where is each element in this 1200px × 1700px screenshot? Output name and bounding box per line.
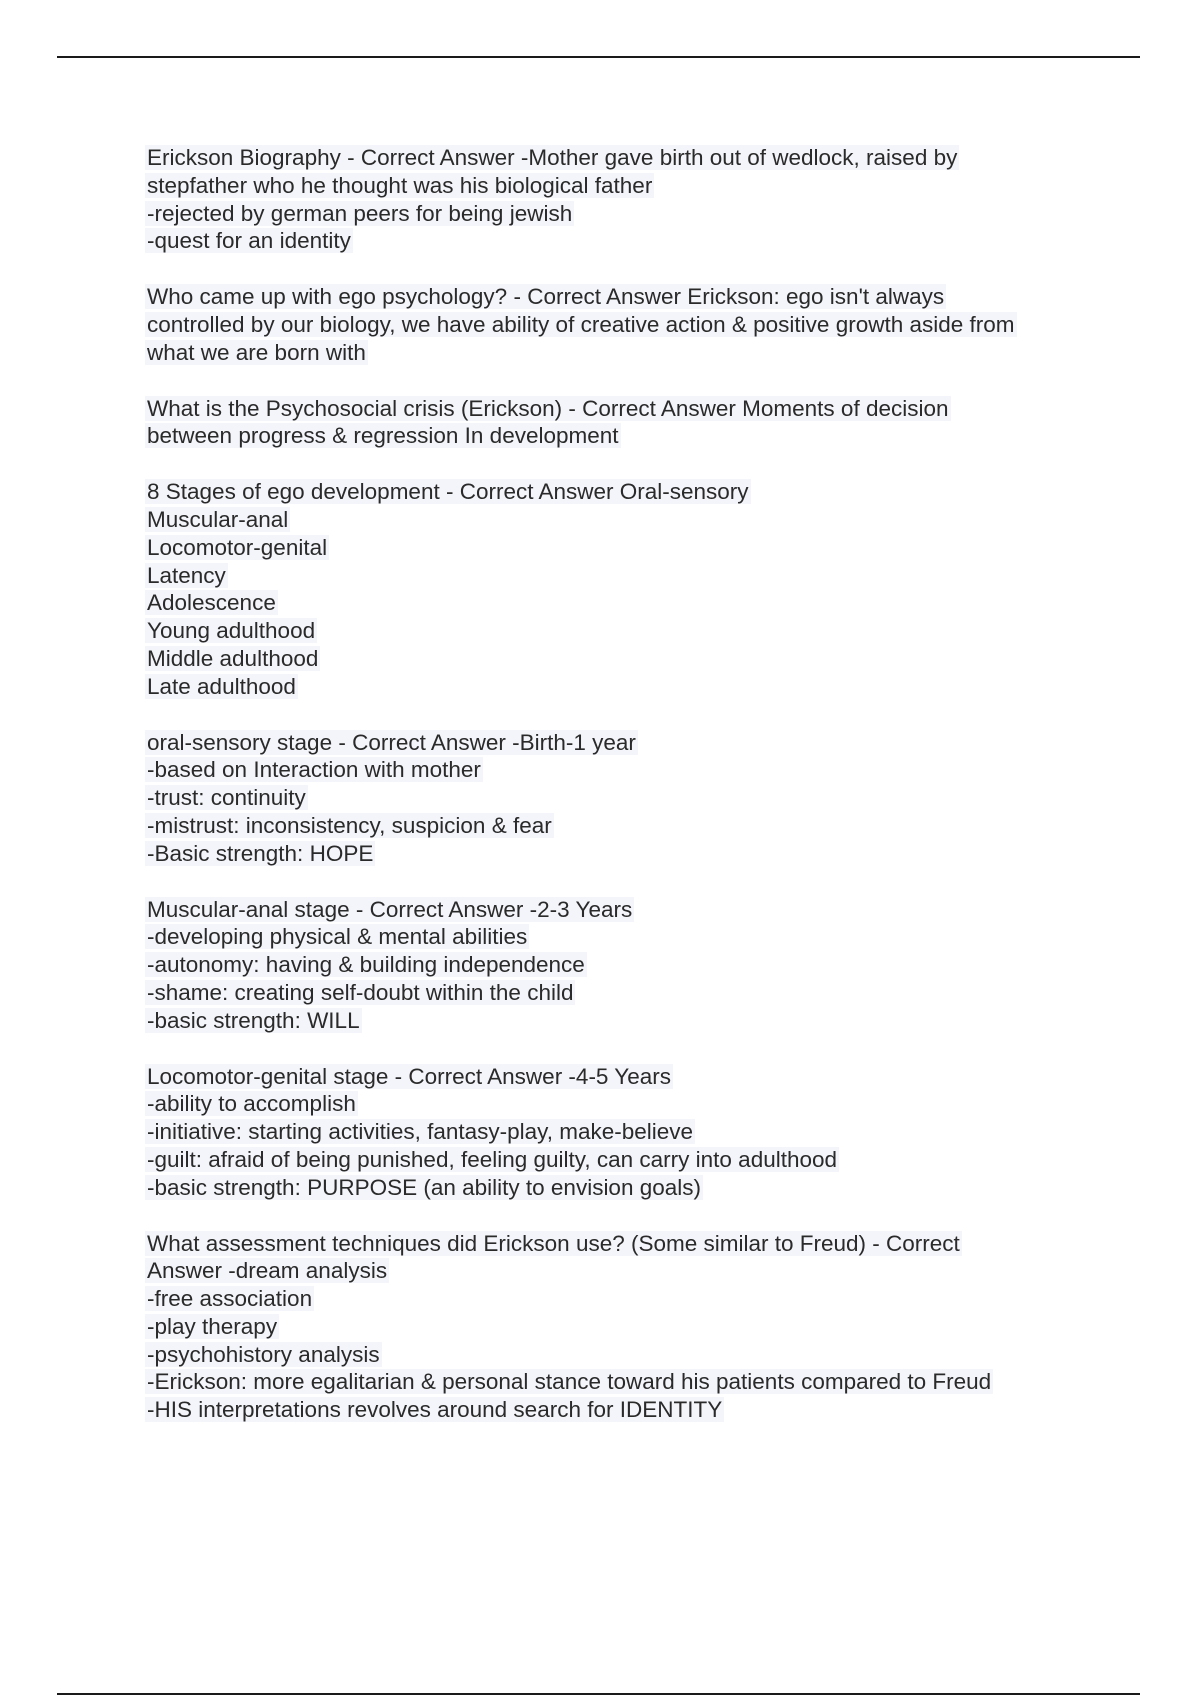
text-line: -Erickson: more egalitarian & personal stance toward his patients compared to Freud (147, 1369, 992, 1395)
text-line: -Basic strength: HOPE (147, 840, 374, 866)
qa-card-ego-psychology (145, 283, 1090, 366)
text-line: Middle adulthood (147, 645, 319, 671)
text-line: Adolescence (147, 590, 276, 616)
text-line: -rejected by german peers for being jewish (147, 200, 573, 226)
text-line: Latency (147, 562, 226, 588)
text-line: -play therapy (147, 1313, 278, 1339)
bottom-rule (57, 1693, 1140, 1695)
qa-card-eight-stages (145, 478, 1090, 700)
text-line: Answer -dream analysis (147, 1258, 388, 1284)
text-line: -basic strength: WILL (147, 1007, 360, 1033)
document-body (145, 144, 1090, 1452)
qa-card-erickson-biography (145, 144, 1090, 255)
text-line: -initiative: starting activities, fantasy-play, make-believe (147, 1119, 694, 1145)
text-line: between progress & regression In development (147, 423, 619, 449)
text-line: Young adulthood (147, 618, 316, 644)
text-line: What is the Psychosocial crisis (Erickson) - Correct Answer Moments of decision (147, 395, 949, 421)
text-line: oral-sensory stage - Correct Answer -Birth-1 year (147, 729, 636, 755)
text-line: what we are born with (147, 339, 366, 365)
text-line: Muscular-anal (147, 506, 289, 532)
text-line: Locomotor-genital stage - Correct Answer -4-5 Years (147, 1063, 672, 1089)
text-line: Erickson Biography - Correct Answer -Mother gave birth out of wedlock, raised by (147, 145, 958, 170)
text-line: -mistrust: inconsistency, suspicion & fear (147, 812, 552, 838)
text-line: -shame: creating self-doubt within the child (147, 979, 574, 1005)
qa-card-psychosocial-crisis (145, 395, 1090, 451)
top-rule (57, 56, 1140, 58)
text-line: -autonomy: having & building independence (147, 952, 585, 978)
text-line: -quest for an identity (147, 228, 351, 254)
text-line: -free association (147, 1286, 313, 1312)
text-line: -HIS interpretations revolves around search for IDENTITY (147, 1397, 723, 1423)
text-line: Late adulthood (147, 673, 296, 699)
qa-card-locomotor-genital (145, 1063, 1090, 1202)
text-line: -basic strength: PURPOSE (an ability to envision goals) (147, 1174, 701, 1200)
text-line: Who came up with ego psychology? - Correct Answer Erickson: ego isn't always (147, 284, 945, 310)
text-line: -trust: continuity (147, 785, 306, 811)
text-line: -guilt: afraid of being punished, feeling guilty, can carry into adulthood (147, 1146, 838, 1172)
text-line: stepfather who he thought was his biological father (147, 172, 653, 198)
text-line: controlled by our biology, we have ability of creative action & positive growth aside from (147, 311, 1015, 337)
text-line: Locomotor-genital (147, 534, 328, 560)
qa-card-muscular-anal (145, 896, 1090, 1035)
qa-card-oral-sensory (145, 729, 1090, 868)
text-line: What assessment techniques did Erickson use? (Some similar to Freud) - Correct (147, 1230, 960, 1256)
text-line: -based on Interaction with mother (147, 757, 481, 783)
text-line: -ability to accomplish (147, 1091, 356, 1117)
text-line: -psychohistory analysis (147, 1341, 380, 1367)
text-line: Muscular-anal stage - Correct Answer -2-3 Years (147, 896, 633, 922)
qa-card-assessment-techniques (145, 1230, 1090, 1425)
text-line: 8 Stages of ego development - Correct Answer Oral-sensory (147, 479, 749, 505)
text-line: -developing physical & mental abilities (147, 924, 528, 950)
